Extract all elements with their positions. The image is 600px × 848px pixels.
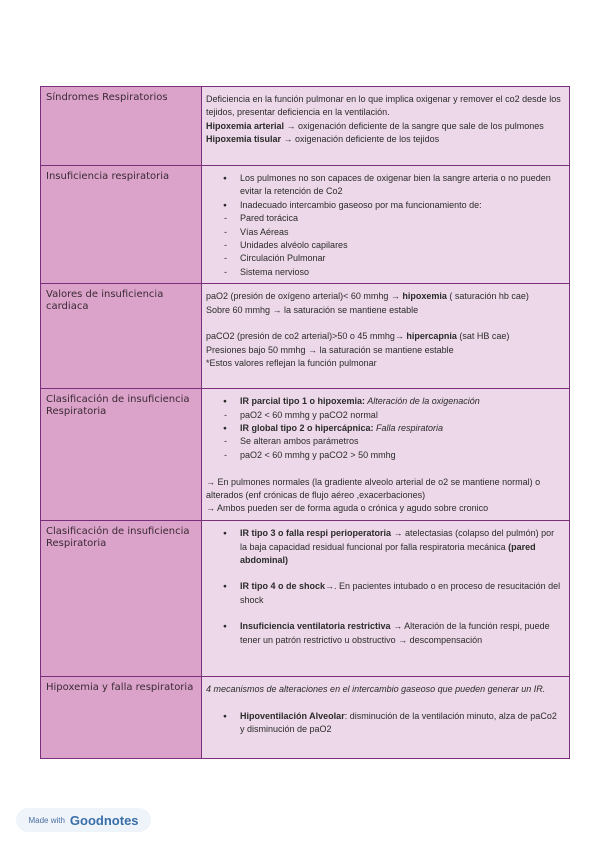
list-item: - Circulación Pulmonar <box>206 252 563 265</box>
list-item: ● IR tipo 3 o falla respi perioperatoria → atelectasias (colapso del pulmón) por la baja capacidad residual funcional por falla respiratoria mecánica (pared abdominal) <box>206 527 563 567</box>
row-term: Clasificación de insuficiencia Respiratoria <box>41 521 202 677</box>
row-description: 4 mecanismos de alteraciones en el intercambio gaseoso que pueden generar un IR. ● Hipoventilación Alveolar: disminución de la ventilación minuto, alza de paCo2 y disminución de paO2 <box>202 677 570 759</box>
table-row <box>41 284 570 389</box>
row-term: Hipoxemia y falla respiratoria <box>41 677 202 759</box>
list-item: ● Inadecuado intercambio gaseoso por ma funcionamiento de: <box>206 199 563 212</box>
term-bold: Hipoxemia arterial <box>206 120 285 131</box>
bullet-list <box>206 710 563 737</box>
row-description <box>202 521 570 677</box>
list-item: ● Hipoventilación Alveolar: disminución de la ventilación minuto, alza de paCo2 y disminución de paO2 <box>206 710 563 737</box>
definition-text: Deficiencia en la función pulmonar en lo que implica oxigenar y remover el co2 desde los tejidos, presentar deficiencia en la ventilación. <box>206 94 561 118</box>
bullet-list <box>206 172 563 279</box>
notes-table <box>40 86 570 759</box>
row-term: Valores de insuficiencia cardiaca <box>41 284 202 389</box>
list-item: - Unidades alvéolo capilares <box>206 239 563 252</box>
term-bold: Hipoxemia tisular <box>206 134 282 145</box>
table-row <box>41 521 570 677</box>
table-row <box>41 389 570 521</box>
list-item: ● IR parcial tipo 1 o hipoxemia: Alteración de la oxigenación <box>206 395 563 408</box>
goodnotes-logo: Goodnotes <box>69 812 139 828</box>
list-item: - Sistema nervioso <box>206 266 563 279</box>
table-row <box>41 87 570 166</box>
list-item: - paO2 < 60 mmhg y paCO2 > 50 mmhg <box>206 449 563 462</box>
list-item: ● IR global tipo 2 o hipercápnica: Falla respiratoria <box>206 422 563 435</box>
goodnotes-badge[interactable] <box>16 808 151 832</box>
list-item: ● IR tipo 4 o de shock→. En pacientes intubado o en proceso de resucitación del shock <box>206 580 563 607</box>
row-description <box>202 166 570 284</box>
bullet-list <box>206 395 563 462</box>
table-row <box>41 677 570 759</box>
row-description: ● IR parcial tipo 1 o hipoxemia: Alteración de la oxigenación - paO2 < 60 mmhg y paCO2 normal ● IR global tipo 2 o hipercápnica: Falla respiratoria - Se alteran ambos parámetros - paO2 < 60 mmhg y paCO2 > 50 mmhg → En pulmones normales (la gradiente alveolo arterial de o2 se mantiene normal) o alterados (enf crónicas de flujo aéreo ,exacerbaciones) → Ambos pueden ser de forma aguda o crónica y agudo sobre cronico <box>202 389 570 521</box>
list-item: - Vías Aéreas <box>206 226 563 239</box>
row-term: Clasificación de insuficiencia Respiratoria <box>41 389 202 521</box>
row-description: paO2 (presión de oxígeno arterial)< 60 mmhg → hipoxemia ( saturación hb cae) Sobre 60 mmhg → la saturación se mantiene estable paCO2 (presión de co2 arterial)>50 o 45 mmhg→ hipercapnia (sat HB cae) Presiones bajo 50 mmhg → la saturación se mantiene estable *Estos valores reflejan la función pulmonar <box>202 284 570 389</box>
table-row <box>41 166 570 284</box>
list-item: ● Los pulmones no son capaces de oxigenar bien la sangre arteria o no pueden evitar la retención de Co2 <box>206 172 563 199</box>
list-item: - Pared torácica <box>206 212 563 225</box>
list-item: - paO2 < 60 mmhg y paCO2 normal <box>206 409 563 422</box>
made-with-label: Made with <box>28 815 65 825</box>
row-term: Insuficiencia respiratoria <box>41 166 202 284</box>
list-item: ● Insuficiencia ventilatoria restrictiva → Alteración de la función respi, puede tener un patrón restrictivo u obstructivo → descompensación <box>206 620 563 647</box>
row-term: Síndromes Respiratorios <box>41 87 202 166</box>
list-item: - Se alteran ambos parámetros <box>206 435 563 448</box>
row-description: Deficiencia en la función pulmonar en lo que implica oxigenar y remover el co2 desde los tejidos, presentar deficiencia en la ventilación. Hipoxemia arterial → oxigenación deficiente de la sangre que sale de los pulmones Hipoxemia tisular → oxigenación deficiente de los tejidos <box>202 87 570 166</box>
bullet-list <box>206 527 563 647</box>
